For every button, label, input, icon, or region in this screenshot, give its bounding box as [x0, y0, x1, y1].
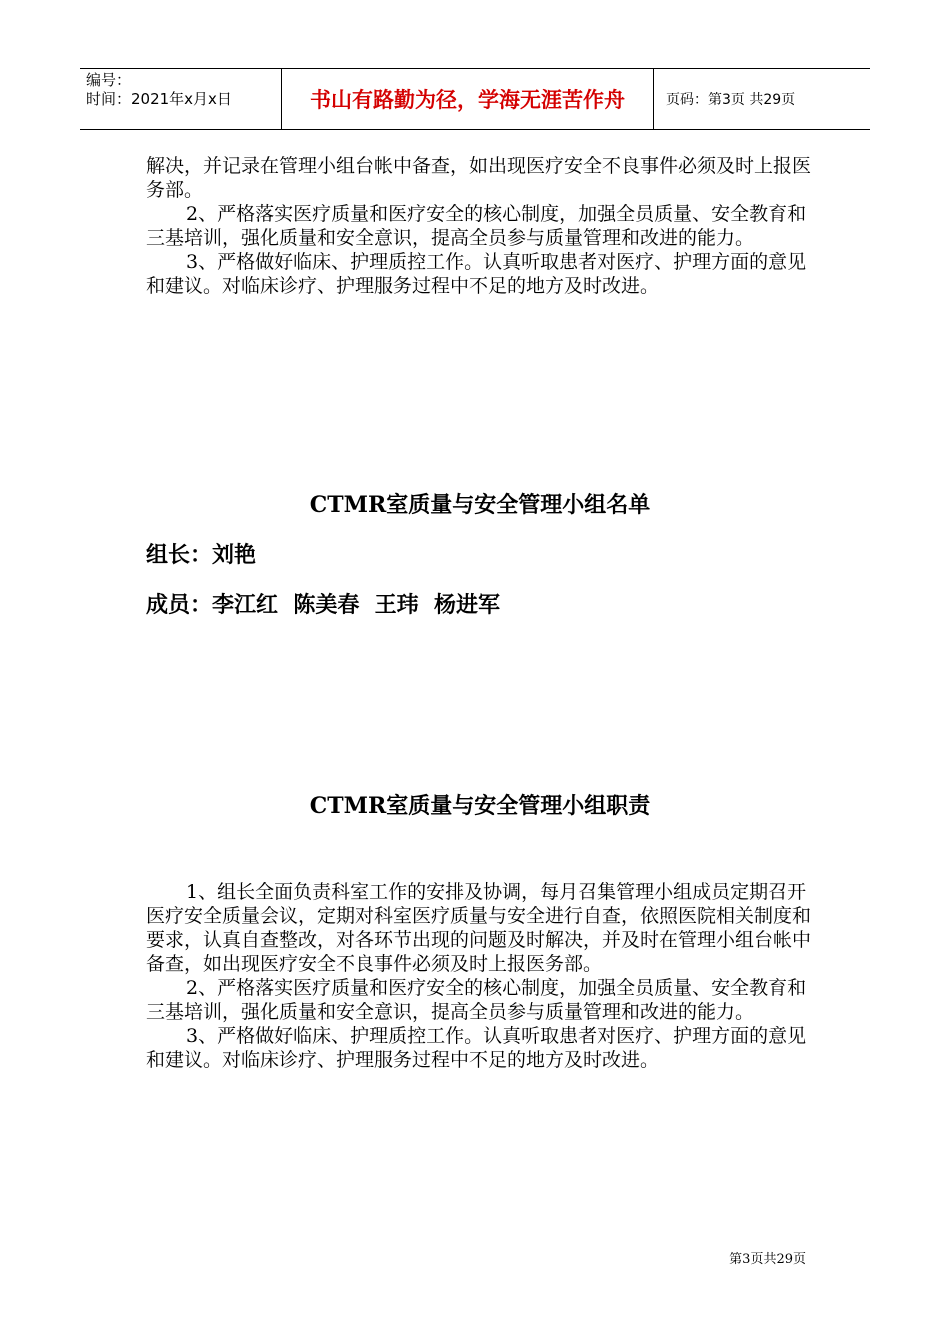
- page-footer: 第3页共29页: [729, 1252, 806, 1267]
- header-page-info: 页码：第3页 共29页: [666, 92, 796, 108]
- duties-section: [146, 880, 814, 1072]
- roster-members: 成员：李江红 陈美春 王玮 杨进军: [146, 593, 500, 618]
- duties-paragraph-2: 2、严格落实医疗质量和医疗安全的核心制度，加强全员质量、安全教育和三基培训，强化质量和安全意识，提高全员参与质量管理和改进的能力。: [146, 977, 807, 1023]
- roster-title: CTMR室质量与安全管理小组名单: [309, 492, 651, 518]
- top-paragraph-3: 3、严格做好临床、护理质控工作。认真听取患者对医疗、护理方面的意见和建议。对临床诊疗、护理服务过程中不足的地方及时改进。: [146, 251, 807, 297]
- top-paragraph-2: 2、严格落实医疗质量和医疗安全的核心制度，加强全员质量、安全教育和三基培训，强化质量和安全意识，提高全员参与质量管理和改进的能力。: [146, 203, 807, 249]
- duties-paragraph-3: 3、严格做好临床、护理质控工作。认真听取患者对医疗、护理方面的意见和建议。对临床诊疗、护理服务过程中不足的地方及时改进。: [146, 1025, 807, 1071]
- page-header: [80, 68, 870, 130]
- header-motto: 书山有路勤为径，学海无涯苦作舟: [282, 69, 654, 129]
- top-section: [146, 154, 814, 298]
- serial-label: 编号：: [86, 71, 132, 89]
- duties-title: CTMR室质量与安全管理小组职责: [309, 793, 651, 819]
- time-label: 时间：2021年x月x日: [86, 90, 232, 108]
- header-meta: [80, 69, 282, 129]
- duties-paragraph-1: 1、组长全面负责科室工作的安排及协调，每月召集管理小组成员定期召开医疗安全质量会议，定期对科室医疗质量与安全进行自查，依照医院相关制度和要求，认真自查整改，对各环节出现的问题及时解决，并及时在管理小组台帐中备查，如出现医疗安全不良事件必须及时上报医务部。: [146, 881, 812, 975]
- roster-leader: 组长：刘艳: [146, 543, 257, 568]
- top-paragraph-1: 解决，并记录在管理小组台帐中备查，如出现医疗安全不良事件必须及时上报医务部。: [146, 155, 812, 201]
